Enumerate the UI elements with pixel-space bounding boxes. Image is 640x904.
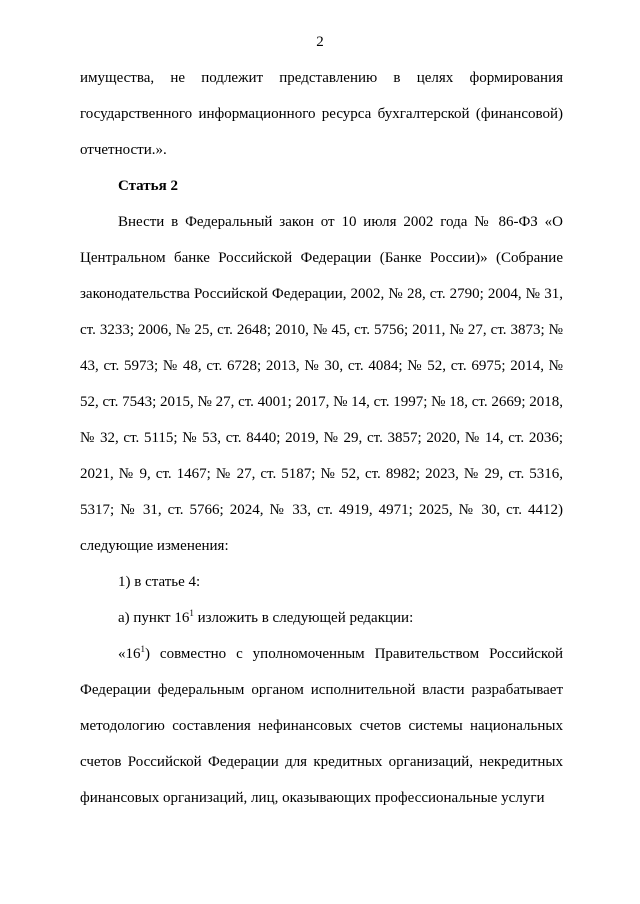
item-1: 1) в статье 4: [118, 574, 201, 590]
item-a-prefix: а) пункт 16 [118, 610, 190, 626]
article-heading: Статья 2 [118, 178, 178, 194]
document-body [80, 60, 563, 816]
paragraph-continuation: имущества, не подлежит представлению в целях формирования государственного информационного ресурса бухгалтерской (финансовой) отчетности.». [80, 70, 563, 158]
item-a [80, 600, 563, 636]
quoted-paragraph [80, 636, 563, 816]
quote-suffix: ) совместно с уполномоченным Правительством Российской Федерации федеральным органом исполнительной власти разрабатывает методологию составления нефинансовых счетов системы национальных счетов Российской Федерации для кредитных организаций, некредитных финансовых организаций, лиц, оказывающих профессиональные услуги [80, 646, 563, 806]
item-a-suffix: изложить в следующей редакции: [193, 610, 414, 626]
paragraph-amendment: Внести в Федеральный закон от 10 июля 2002 года № 86-ФЗ «О Центральном банке Российской Федерации (Банке России)» (Собрание законодательства Российской Федерации, 2002, № 28, ст. 2790; 2004, № 31, ст. 3233; 2006, № 25, ст. 2648; 2010, № 45, ст. 5756; 2011, № 27, ст. 3873; № 43, ст. 5973; № 48, ст. 6728; 2013, № 30, ст. 4084; № 52, ст. 6975; 2014, № 52, ст. 7543; 2015, № 27, ст. 4001; 2017, № 14, ст. 1997; № 18, ст. 2669; 2018, № 32, ст. 5115; № 53, ст. 8440; 2019, № 29, ст. 3857; 2020, № 14, ст. 2036; 2021, № 9, ст. 1467; № 27, ст. 5187; № 52, ст. 8982; 2023, № 29, ст. 5316, 5317; № 31, ст. 5766; 2024, № 33, ст. 4919, 4971; 2025, № 30, ст. 4412) следующие изменения: [80, 214, 563, 554]
quote-superscript: 1 [140, 644, 145, 654]
page-number: 2 [316, 34, 324, 50]
item-a-superscript: 1 [189, 608, 194, 618]
quote-prefix: «16 [118, 646, 141, 662]
